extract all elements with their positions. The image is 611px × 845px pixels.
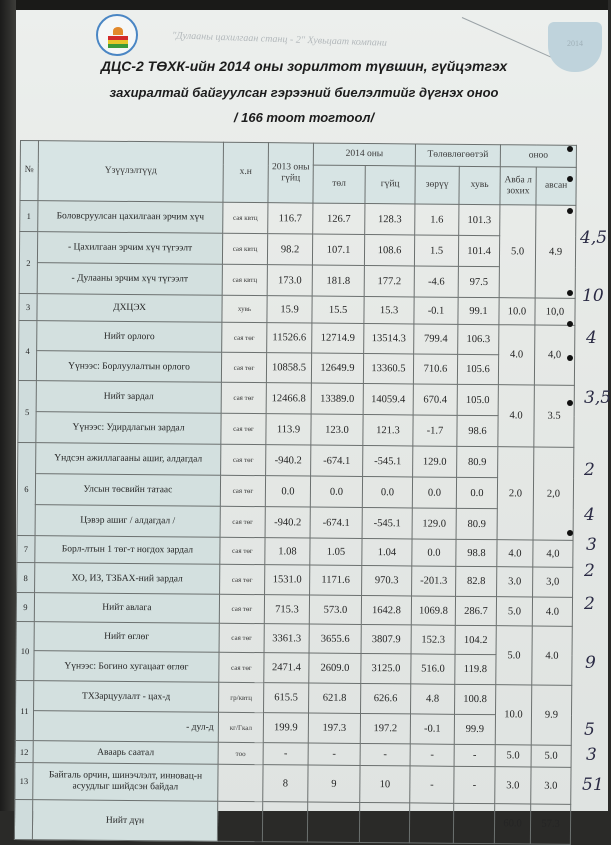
row-number: 2 <box>19 232 38 294</box>
score-got: 4,0 <box>534 325 575 385</box>
value-actual-2014: 3807.9 <box>361 624 411 653</box>
value-plan-2014: 573.0 <box>309 595 361 624</box>
row-number: 3 <box>19 293 37 320</box>
pen-dot-mark <box>567 400 573 406</box>
value-2013: 615.5 <box>264 683 309 713</box>
value-plan-2014: 107.1 <box>312 234 364 265</box>
row-name: - Дулааны эрчим хүч түгээлт <box>37 263 222 296</box>
handwritten-score: 3,5 <box>584 388 611 408</box>
value-plan-2014: 13389.0 <box>311 383 363 414</box>
total-empty-cell <box>453 803 494 843</box>
value-percent: 99.1 <box>458 297 499 324</box>
row-unit: сая төг <box>221 352 266 382</box>
pen-dot-mark <box>567 146 573 152</box>
total-empty-cell <box>262 802 307 842</box>
handwritten-score: 5 <box>584 720 595 740</box>
value-actual-2014: 121.3 <box>363 415 413 446</box>
value-2013: 12466.8 <box>266 383 311 414</box>
value-diff: 152.3 <box>411 625 455 654</box>
header-plan: төл <box>313 165 365 203</box>
total-empty-cell <box>409 803 453 843</box>
value-percent: 105.0 <box>457 384 498 415</box>
value-2013: 0.0 <box>265 476 310 507</box>
value-diff: 4.8 <box>411 684 455 714</box>
total-score-got: 57.3 <box>530 804 570 844</box>
handwritten-score: 10 <box>582 286 604 306</box>
header-unit: х.н <box>223 142 269 202</box>
value-actual-2014: 970.3 <box>362 565 412 595</box>
row-name: Үүнээс: Борлуулалтын орлого <box>36 351 221 383</box>
handwritten-score: 3 <box>586 745 597 765</box>
value-actual-2014: -545.1 <box>362 508 412 539</box>
value-percent: 82.8 <box>456 566 497 596</box>
row-unit: сая төг <box>221 413 266 444</box>
row-unit <box>218 764 263 801</box>
value-actual-2014: 0.0 <box>362 477 412 508</box>
value-diff: -1.7 <box>413 415 457 446</box>
row-name: Нийт орлого <box>37 321 222 353</box>
table-row <box>19 262 575 298</box>
row-name: - Цахилгаан эрчим хүч түгээлт <box>37 232 222 265</box>
value-diff: 670.4 <box>413 384 457 415</box>
row-unit: тоо <box>218 742 263 764</box>
value-diff: -4.6 <box>414 266 458 297</box>
score-max: 4.0 <box>498 325 535 385</box>
company-name: "Дулааны цахилгаан станц - 2" Хувьцаат компани <box>171 30 387 49</box>
value-plan-2014: 3655.6 <box>309 624 361 653</box>
table-row <box>19 232 575 268</box>
row-name: Борл-лтын 1 төг-т ногдох зардал <box>35 536 220 565</box>
value-2013: 2471.4 <box>264 653 309 683</box>
total-no-cell <box>14 799 32 839</box>
value-actual-2014: 128.3 <box>365 204 415 235</box>
value-2013: 1531.0 <box>265 565 310 595</box>
row-name: ХО, ИЗ, ТЗБАХ-ний зардал <box>35 563 220 595</box>
row-number: 6 <box>17 442 36 535</box>
header-no: № <box>20 141 39 201</box>
value-diff: 129.0 <box>413 446 457 477</box>
title-line-2: захиралтай байгуулсан гэрээний биелэлтийг дүгнэх оноо <box>109 85 499 100</box>
value-percent: 97.5 <box>458 266 499 297</box>
handwritten-score: 4,5 <box>580 228 608 248</box>
score-got: 3,0 <box>533 567 573 597</box>
value-actual-2014: 10 <box>360 765 410 802</box>
value-actual-2014: 1.04 <box>362 538 412 565</box>
value-diff: -0.1 <box>414 297 458 324</box>
value-diff: 1069.8 <box>411 596 455 625</box>
value-2013: 116.7 <box>268 203 313 234</box>
value-percent: 98.8 <box>456 539 497 566</box>
pen-dot-mark <box>567 290 573 296</box>
table-row <box>19 320 575 355</box>
value-actual-2014: 15.3 <box>364 297 414 324</box>
table-row <box>18 411 574 447</box>
total-score-max: 60.0 <box>494 804 530 844</box>
value-2013: 1.08 <box>265 538 310 565</box>
handwritten-score: 3 <box>586 535 597 555</box>
value-diff: 0.0 <box>412 477 456 508</box>
row-number: 7 <box>17 535 35 562</box>
value-plan-2014: 15.5 <box>312 296 364 323</box>
row-name: Улсын төсвийн татаас <box>35 474 220 507</box>
pen-dot-mark <box>567 530 573 536</box>
row-number: 10 <box>16 621 35 680</box>
pen-dot-mark <box>567 176 573 182</box>
score-got: 10,0 <box>535 298 575 325</box>
value-plan-2014: 2609.0 <box>309 653 361 683</box>
value-plan-2014: -674.1 <box>310 507 362 538</box>
row-unit: кг/Гкал <box>218 712 263 742</box>
score-got: 4,0 <box>533 540 573 567</box>
row-name: Үндсэн ажиллагааны ашиг, алдагдал <box>36 443 221 476</box>
header-actual: гүйц <box>365 166 415 204</box>
title-line-1: ДЦС-2 ТӨХК-ийн 2014 оны зорилтот түвшин, гүйцэтгэх <box>100 58 508 74</box>
row-name: Боловсруулсан цахилгаан эрчим хүч <box>38 201 223 234</box>
year-badge: 2014 <box>548 22 602 72</box>
total-empty-cell <box>217 801 262 841</box>
row-unit: сая төг <box>219 652 264 682</box>
row-name: Нийт өглөг <box>34 622 219 653</box>
row-number: 9 <box>16 592 34 621</box>
value-plan-2014: 12714.9 <box>312 323 364 353</box>
row-name: Үүнээс: Удирдлагын зардал <box>36 412 221 445</box>
row-number: 8 <box>17 562 35 592</box>
value-diff: - <box>410 744 454 766</box>
score-got: 9.9 <box>531 685 572 745</box>
score-max: 5.0 <box>495 745 531 767</box>
value-2013: 15.9 <box>267 296 312 323</box>
row-unit: сая төг <box>219 594 264 623</box>
value-actual-2014: 626.6 <box>361 683 411 713</box>
value-actual-2014: 108.6 <box>364 235 414 266</box>
value-2013: -940.2 <box>266 445 311 476</box>
handwritten-score: 2 <box>584 460 595 480</box>
row-unit: сая төг <box>222 322 267 352</box>
total-row <box>14 799 570 844</box>
score-max: 5.0 <box>499 205 536 298</box>
table-row <box>15 710 571 745</box>
value-actual-2014: 1642.8 <box>361 595 411 624</box>
row-name: Байгаль орчин, шинэчлэлт, инновац-н асуудлыг шийдсэн байдал <box>33 763 218 802</box>
score-max: 10.0 <box>495 685 532 745</box>
value-2013: 8 <box>263 765 308 802</box>
score-got: 5.0 <box>531 745 571 767</box>
handwritten-score: 51 <box>582 775 604 795</box>
score-max: 3.0 <box>497 567 533 597</box>
logo-band-green <box>108 44 128 48</box>
score-max: 2.0 <box>497 447 534 540</box>
value-actual-2014: 197.2 <box>360 713 410 743</box>
row-unit: сая төг <box>220 506 265 537</box>
row-unit: сая төг <box>219 623 264 652</box>
row-number: 1 <box>20 201 38 232</box>
row-name: - дул-д <box>33 711 218 743</box>
value-actual-2014: 3125.0 <box>361 653 411 683</box>
value-2013: 10858.5 <box>266 353 311 383</box>
value-plan-2014: 12649.9 <box>311 353 363 383</box>
score-max: 5.0 <box>496 597 532 626</box>
score-max: 4.0 <box>497 540 533 567</box>
row-unit: сая төг <box>221 382 266 413</box>
table-row <box>16 680 572 715</box>
value-2013: -940.2 <box>265 507 310 538</box>
value-actual-2014: -545.1 <box>363 446 413 477</box>
header-diff: зөрүү <box>415 166 459 204</box>
value-actual-2014: 177.2 <box>364 266 414 297</box>
value-plan-2014: 621.8 <box>309 683 361 713</box>
score-got: 4.9 <box>535 205 576 298</box>
header-score-max: Авба л зохих <box>500 167 536 205</box>
row-unit: сая төг <box>220 564 265 594</box>
table-row <box>17 473 573 509</box>
value-diff: 1.5 <box>414 235 458 266</box>
score-max: 10.0 <box>499 298 535 325</box>
score-got: 2,0 <box>533 447 574 540</box>
row-name: ТХЗарцуулалт - цах-д <box>34 681 219 713</box>
value-percent: 0.0 <box>456 477 497 508</box>
value-plan-2014: 197.3 <box>308 713 360 743</box>
score-max: 4.0 <box>498 385 535 447</box>
row-unit: хувь <box>222 295 267 322</box>
pen-dot-mark <box>567 355 573 361</box>
score-got: 3.0 <box>531 767 571 804</box>
value-plan-2014: -674.1 <box>311 445 363 476</box>
row-number: 11 <box>15 680 34 740</box>
value-percent: 104.2 <box>455 625 496 654</box>
header-indicators: Үзүүлэлтүүд <box>38 141 224 203</box>
row-number: 5 <box>18 380 37 442</box>
value-plan-2014: 123.0 <box>311 414 363 445</box>
value-diff: -201.3 <box>412 566 456 596</box>
value-2013: 98.2 <box>267 234 312 265</box>
value-percent: 80.9 <box>457 446 498 477</box>
value-diff: 0.0 <box>412 539 456 566</box>
total-label: Нийт дүн <box>32 800 217 842</box>
value-percent: 80.9 <box>456 508 497 539</box>
value-diff: 516.0 <box>411 654 455 684</box>
row-unit: сая квтц <box>223 202 268 233</box>
row-unit: сая төг <box>221 444 266 475</box>
value-diff: 710.6 <box>413 354 457 384</box>
score-got: 4.0 <box>532 597 572 626</box>
row-name: ДХЦЭХ <box>37 294 222 323</box>
handwritten-score: 2 <box>584 594 595 614</box>
value-diff: - <box>410 766 454 803</box>
pen-dot-mark <box>567 321 573 327</box>
row-unit: сая төг <box>220 537 265 564</box>
value-diff: -0.1 <box>410 714 454 744</box>
company-logo <box>96 14 138 56</box>
value-percent: 101.4 <box>458 235 499 266</box>
header-score: оноо <box>500 145 576 168</box>
row-name: Нийт зардал <box>36 381 221 414</box>
value-2013: 173.0 <box>267 265 312 296</box>
value-percent: - <box>454 744 495 766</box>
row-unit: сая квтц <box>222 264 267 295</box>
table-row <box>16 650 572 685</box>
header-percent: хувь <box>459 166 500 204</box>
total-empty-cell <box>307 802 359 842</box>
value-actual-2014: 13360.5 <box>363 354 413 384</box>
row-name: Үүнээс: Богино хугацаат өглөг <box>34 651 219 683</box>
score-max: 3.0 <box>495 767 531 804</box>
table-row <box>18 350 574 385</box>
value-diff: 799.4 <box>414 324 458 354</box>
value-2013: 199.9 <box>263 713 308 743</box>
handwritten-score: 4 <box>586 328 597 348</box>
value-2013: 113.9 <box>266 414 311 445</box>
row-name: Нийт авлага <box>34 593 219 624</box>
value-2013: 715.3 <box>264 595 309 624</box>
score-got: 3.5 <box>534 385 575 447</box>
value-plan-2014: 126.7 <box>313 203 365 234</box>
value-plan-2014: - <box>308 743 360 765</box>
score-max: 5.0 <box>496 626 533 685</box>
handwritten-score: 9 <box>585 653 596 673</box>
value-diff: 1.6 <box>415 204 459 235</box>
title-line-3: / 166 тоот тогтоол/ <box>233 110 375 125</box>
value-percent: 106.3 <box>458 324 499 354</box>
score-got: 4.0 <box>532 626 573 685</box>
value-plan-2014: 181.8 <box>312 265 364 296</box>
table-row <box>18 380 574 416</box>
table-row <box>20 201 576 237</box>
value-percent: 101.3 <box>459 204 500 235</box>
value-actual-2014: 13514.3 <box>364 324 414 354</box>
header-2013: 2013 оны гүйц <box>268 143 314 203</box>
table-row <box>18 442 574 478</box>
logo-sun-icon <box>113 27 123 35</box>
value-percent: 119.8 <box>455 654 496 684</box>
value-2013: 3361.3 <box>264 624 309 653</box>
value-plan-2014: 0.0 <box>310 476 362 507</box>
row-unit: сая төг <box>220 475 265 506</box>
handwritten-score: 4 <box>584 505 595 525</box>
value-plan-2014: 9 <box>308 765 360 802</box>
row-name: Цэвэр ашиг / алдагдал / <box>35 505 220 538</box>
value-2013: - <box>263 743 308 765</box>
value-diff: 129.0 <box>412 508 456 539</box>
value-plan-2014: 1171.6 <box>310 565 362 595</box>
value-2013: 11526.6 <box>267 323 312 353</box>
handwritten-score: 2 <box>584 561 595 581</box>
value-percent: 286.7 <box>455 596 496 625</box>
row-number: 4 <box>18 320 37 380</box>
table-row <box>15 762 571 804</box>
row-number: 13 <box>15 762 33 799</box>
row-unit: гр/квтц <box>219 682 264 712</box>
table-row <box>17 504 573 540</box>
header-2014: 2014 оны <box>313 143 415 166</box>
value-percent: 105.6 <box>457 354 498 384</box>
value-actual-2014: - <box>360 743 410 765</box>
value-percent: 100.8 <box>455 684 496 714</box>
value-percent: 99.9 <box>454 714 495 744</box>
row-name: Аваарь саатал <box>33 741 218 765</box>
value-percent: 98.6 <box>457 415 498 446</box>
value-percent: - <box>454 766 495 803</box>
pen-dot-mark <box>567 208 573 214</box>
value-plan-2014: 1.05 <box>310 538 362 565</box>
row-unit: сая квтц <box>222 233 267 264</box>
table-row <box>17 562 573 597</box>
score-table <box>14 140 577 845</box>
header-score-got: авсан <box>536 167 576 205</box>
header-vs-plan: Төлөвлөгөөтэй <box>415 144 500 167</box>
total-empty-cell <box>359 802 409 842</box>
row-number: 12 <box>15 740 33 762</box>
background-top <box>16 0 608 10</box>
value-actual-2014: 14059.4 <box>363 384 413 415</box>
